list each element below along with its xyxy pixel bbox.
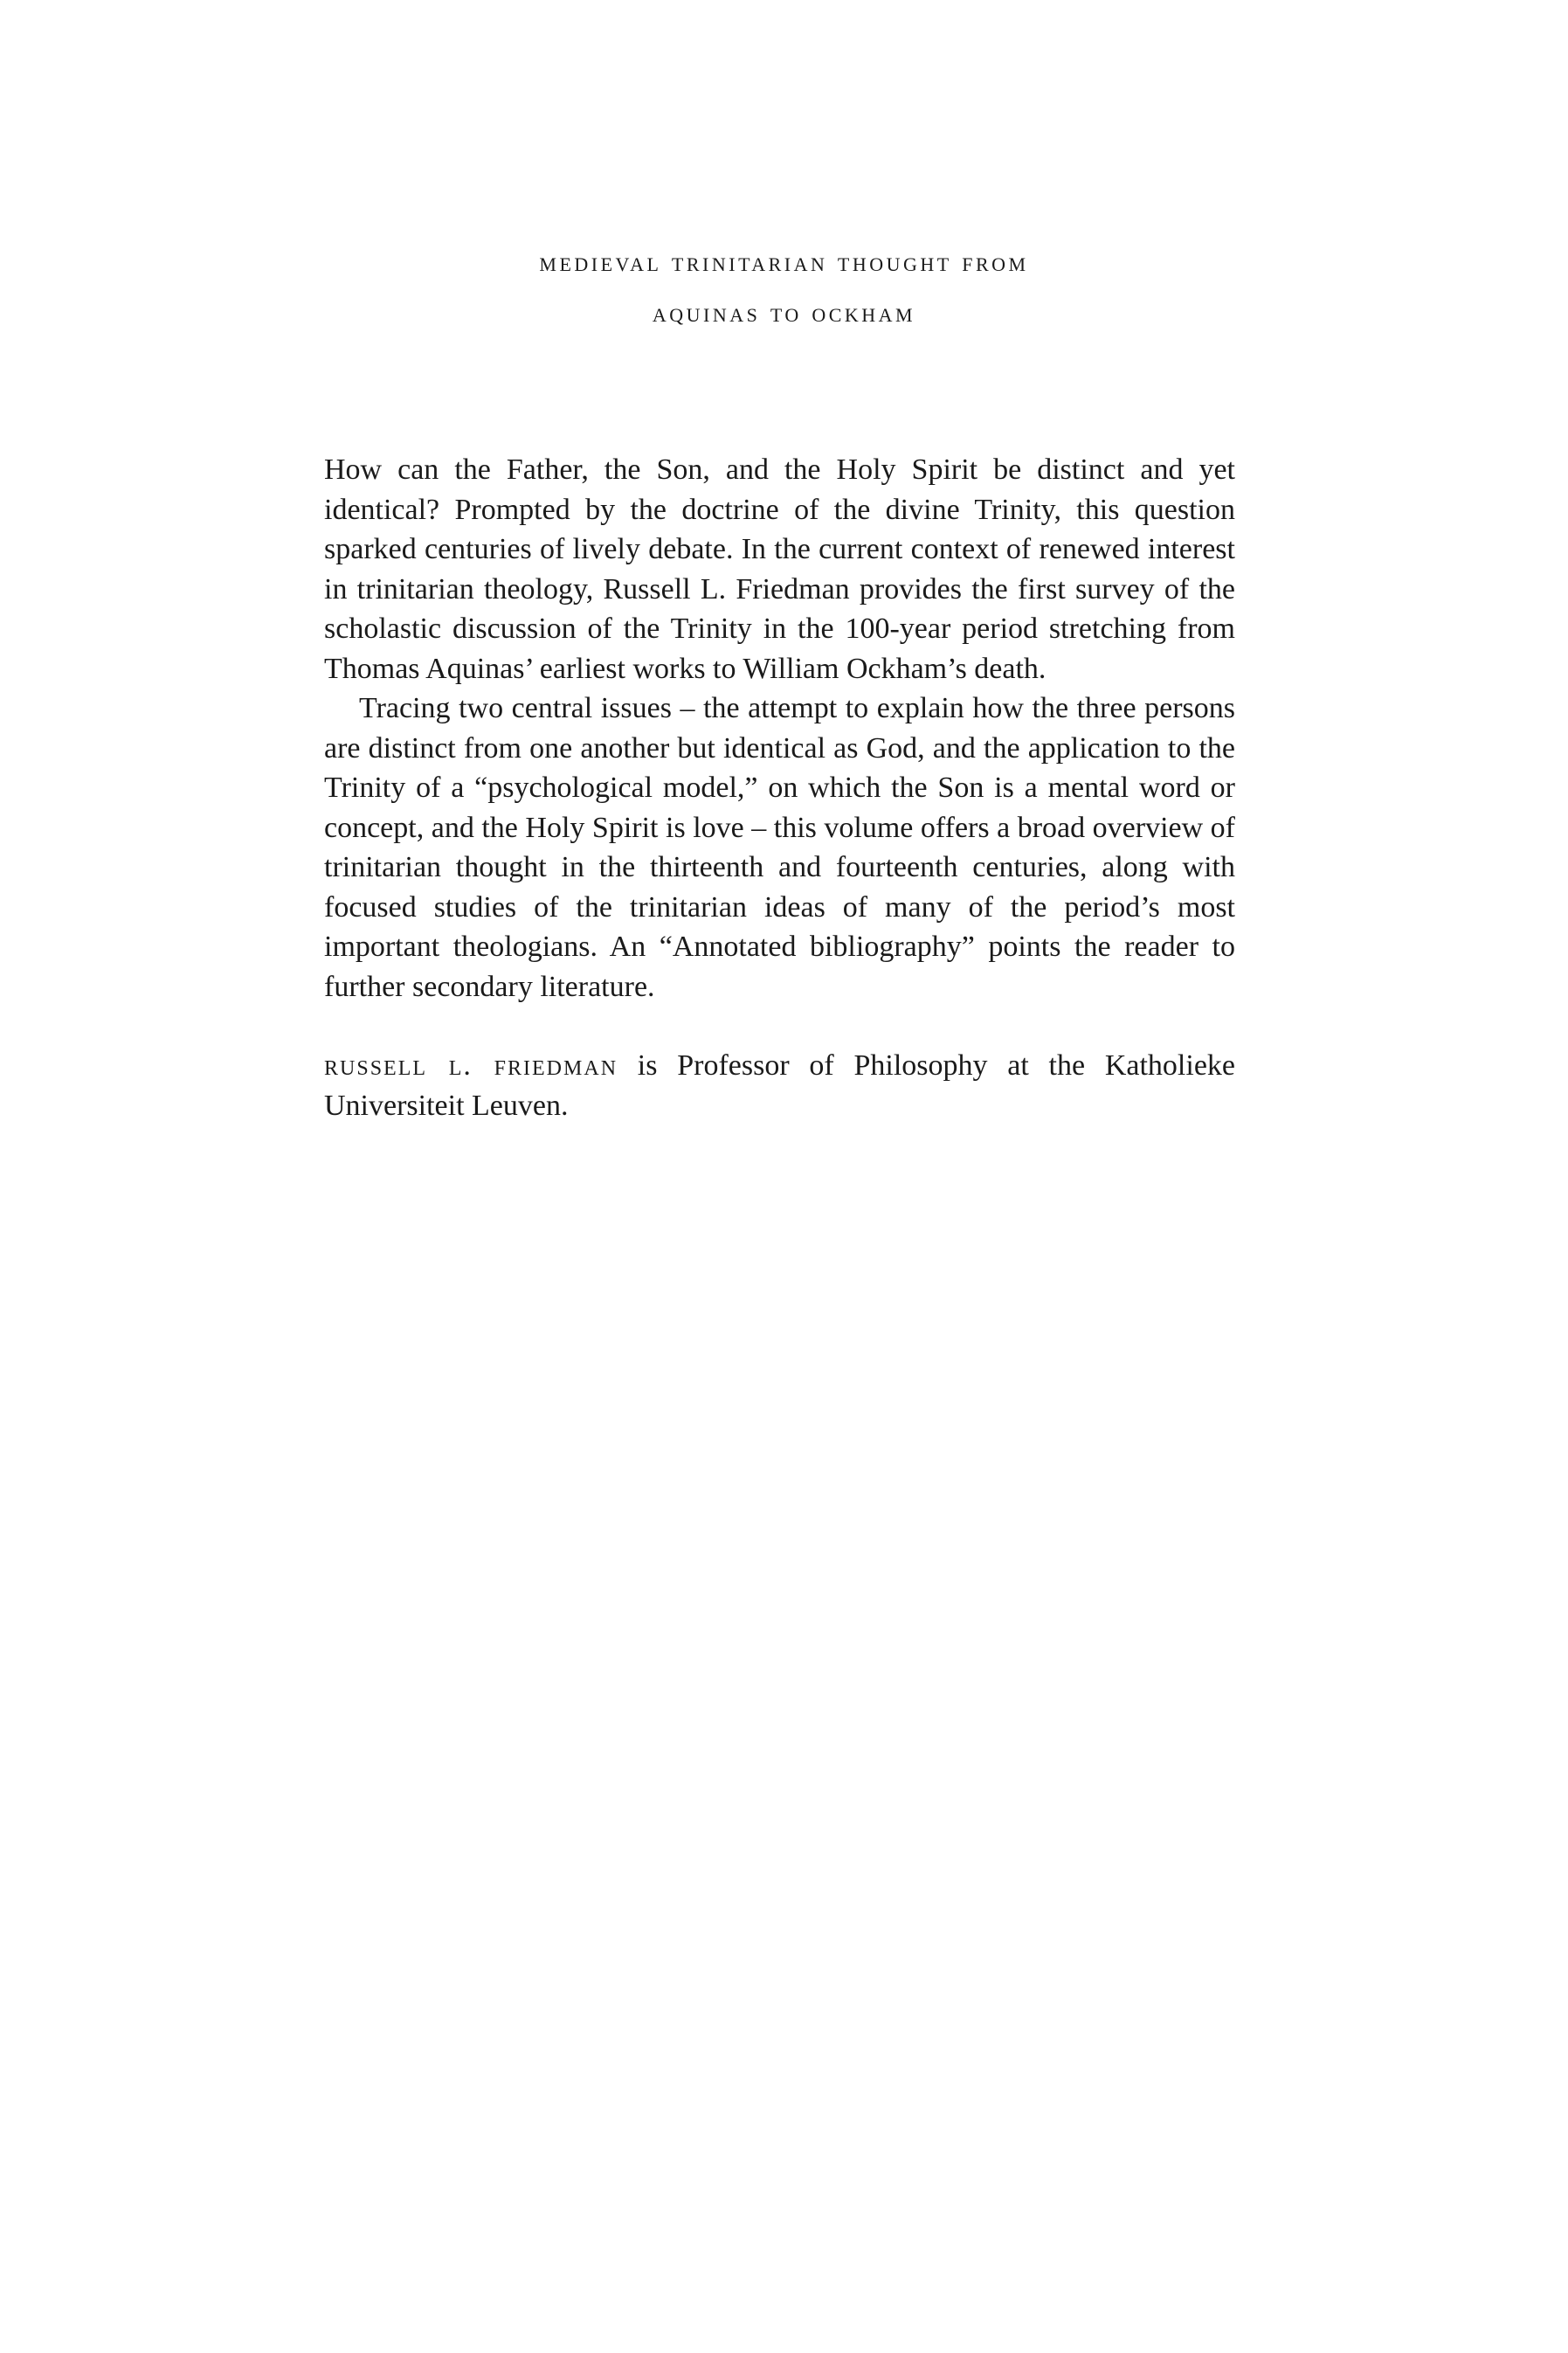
title-line-2: aquinas to ockham [652,296,916,328]
book-title [0,236,1568,337]
author-bio [324,1046,1235,1125]
blurb-text [324,450,1235,1125]
blurb-paragraph-2: Tracing two central issues – the attempt to explain how the three persons are distinct from one another but identical as God, and the application to the Trinity of a “psychological model,” on which the Son is a mental word or concept, and the Holy Spirit is love – this volume offers a broad overview of trinitarian thought in the thirteenth and fourteenth centuries, along with focused studies of the trinitarian ideas of many of the period’s most important theologians. An “Annotated bibliography” points the reader to further secondary literature. [324,692,1235,1003]
blurb-paragraph-1: How can the Father, the Son, and the Holy Spirit be distinct and yet identical? Prompted by the doctrine of the divine Trinity, this question sparked centuries of lively debate. In the current context of renewed interest in trinitarian theology, Russell L. Friedman provides the first survey of the scholastic discussion of the Trinity in the 100-year period stretching from Thomas Aquinas’ earliest works to William Ockham’s death. [324,453,1235,685]
author-bio-text: is Professor of Philosophy at the Katholieke Universiteit Leuven. [324,1049,1235,1122]
title-line-1: medieval trinitarian thought from [539,246,1029,277]
author-name: russell l. friedman [324,1049,618,1082]
